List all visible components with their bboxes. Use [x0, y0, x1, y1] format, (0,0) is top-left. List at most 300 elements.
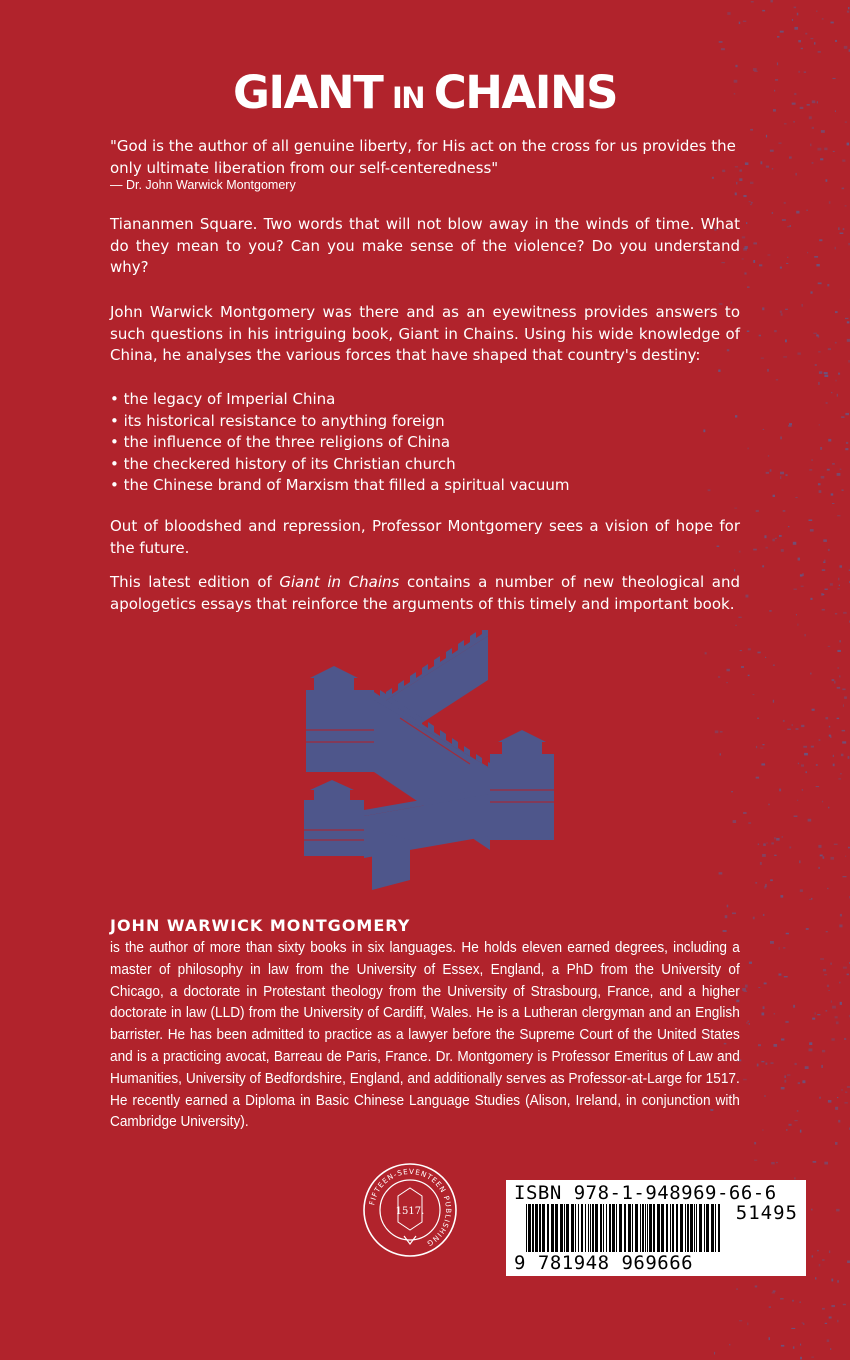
- great-wall-icon: [300, 630, 560, 890]
- speckle-dot: [781, 1039, 784, 1041]
- speckle-dot: [727, 12, 730, 15]
- speckle-dot: [819, 1264, 821, 1267]
- speckle-dot: [774, 1013, 776, 1014]
- speckle-dot: [789, 847, 791, 849]
- speckle-dot: [848, 7, 849, 9]
- speckle-dot: [835, 40, 837, 42]
- speckle-dot: [829, 201, 831, 204]
- speckle-dot: [780, 476, 781, 479]
- quote-attribution: — Dr. John Warwick Montgomery: [110, 178, 296, 192]
- speckle-dot: [816, 764, 818, 766]
- speckle-dot: [762, 1013, 765, 1016]
- speckle-dot: [795, 1063, 797, 1065]
- speckle-dot: [821, 593, 823, 596]
- speckle-dot: [823, 539, 827, 542]
- speckle-dot: [839, 640, 841, 642]
- barcode-bar: [699, 1204, 702, 1252]
- speckle-dot: [838, 373, 840, 375]
- speckle-dot: [754, 1142, 756, 1144]
- speckle-dot: [832, 503, 834, 504]
- speckle-dot: [761, 1061, 764, 1062]
- speckle-dot: [837, 515, 840, 516]
- speckle-dot: [818, 283, 822, 285]
- speckle-dot: [784, 123, 787, 125]
- speckle-dot: [844, 1038, 846, 1040]
- speckle-dot: [755, 882, 757, 883]
- speckle-dot: [815, 1277, 816, 1279]
- speckle-dot: [847, 321, 850, 323]
- speckle-dot: [808, 819, 812, 822]
- speckle-dot: [836, 380, 837, 382]
- barcode-bar: [600, 1204, 602, 1252]
- speckle-dot: [818, 382, 820, 385]
- speckle-dot: [837, 1280, 839, 1283]
- speckle-dot: [742, 236, 745, 238]
- speckle-dot: [765, 657, 766, 658]
- speckle-dot: [726, 682, 727, 683]
- speckle-dot: [746, 595, 749, 598]
- speckle-dot: [744, 991, 748, 992]
- speckle-dot: [790, 225, 791, 227]
- speckle-dot: [784, 1075, 786, 1078]
- barcode-bar: [661, 1204, 664, 1252]
- speckle-dot: [835, 1142, 838, 1145]
- speckle-dot: [822, 1259, 825, 1260]
- speckle-dot: [838, 588, 840, 589]
- speckle-dot: [819, 739, 821, 741]
- speckle-dot: [841, 754, 844, 757]
- speckle-dot: [773, 495, 775, 497]
- speckle-dot: [845, 318, 848, 319]
- speckle-dot: [837, 650, 841, 652]
- barcode-bar: [619, 1204, 622, 1252]
- speckle-dot: [819, 1097, 821, 1099]
- speckle-dot: [783, 720, 785, 722]
- barcode-bar: [539, 1204, 541, 1252]
- barcode-bar: [616, 1204, 617, 1252]
- speckle-dot: [799, 860, 800, 863]
- speckle-dot: [843, 612, 847, 614]
- speckle-dot: [780, 311, 782, 313]
- speckle-dot: [842, 741, 846, 743]
- speckle-dot: [804, 634, 806, 636]
- barcode-bar: [635, 1204, 638, 1252]
- epigraph-quote: "God is the author of all genuine liberty, for His act on the cross for us provides the only ultimate liberation from our self-centeredness": [110, 137, 736, 177]
- speckle-dot: [792, 724, 794, 726]
- speckle-dot: [783, 510, 786, 511]
- barcode-bar: [685, 1204, 686, 1252]
- speckle-dot: [769, 610, 772, 612]
- barcode-bar: [676, 1204, 678, 1252]
- speckle-dot: [797, 800, 798, 801]
- speckle-dot: [756, 777, 759, 779]
- speckle-dot: [837, 473, 841, 476]
- barcode-bar: [526, 1204, 527, 1252]
- speckle-dot: [770, 150, 774, 152]
- speckle-dot: [746, 222, 747, 224]
- barcode-bar: [528, 1204, 531, 1252]
- speckle-dot: [820, 158, 823, 160]
- barcode-bar: [704, 1204, 705, 1252]
- speckle-dot: [750, 204, 752, 206]
- speckle-dot: [764, 1095, 765, 1097]
- speckle-dot: [767, 369, 769, 372]
- speckle-dot: [811, 1357, 814, 1358]
- speckle-dot: [828, 807, 829, 809]
- speckle-dot: [763, 429, 764, 430]
- speckle-dot: [719, 41, 723, 43]
- speckle-dot: [842, 188, 845, 190]
- speckle-dot: [835, 247, 837, 250]
- speckle-dot: [835, 311, 838, 313]
- speckle-dot: [780, 1298, 784, 1299]
- speckle-dot: [843, 967, 847, 969]
- speckle-dot: [797, 1110, 799, 1111]
- speckle-dot: [764, 983, 767, 985]
- speckle-dot: [758, 1044, 761, 1046]
- speckle-dot: [800, 574, 803, 576]
- speckle-dot: [763, 744, 765, 745]
- speckle-dot: [785, 1021, 788, 1023]
- speckle-dot: [810, 529, 814, 531]
- speckle-dot: [794, 1120, 797, 1121]
- barcode-bar: [585, 1204, 586, 1252]
- speckle-dot: [837, 687, 840, 689]
- speckle-dot: [830, 583, 833, 586]
- speckle-dot: [834, 681, 835, 684]
- speckle-dot: [762, 10, 765, 12]
- speckle-dot: [758, 987, 760, 988]
- barcode-bar: [547, 1204, 549, 1252]
- speckle-dot: [816, 11, 817, 12]
- speckle-dot: [812, 460, 813, 461]
- speckle-dot: [802, 1080, 805, 1083]
- speckle-dot: [787, 1075, 790, 1076]
- speckle-dot: [769, 1337, 771, 1340]
- speckle-dot: [787, 257, 788, 258]
- speckle-dot: [779, 974, 782, 976]
- speckle-dot: [727, 905, 729, 908]
- speckle-dot: [755, 1286, 758, 1288]
- speckle-dot: [757, 1064, 759, 1067]
- barcode-bar: [711, 1204, 714, 1252]
- speckle-dot: [829, 726, 830, 728]
- speckle-dot: [797, 13, 799, 16]
- speckle-dot: [735, 193, 737, 196]
- speckle-dot: [800, 889, 803, 892]
- speckle-dot: [753, 242, 757, 244]
- speckle-dot: [786, 474, 788, 476]
- barcode-bar: [571, 1204, 574, 1252]
- speckle-dot: [794, 27, 798, 30]
- speckle-dot: [845, 205, 847, 206]
- speckle-dot: [818, 483, 821, 485]
- speckle-dot: [842, 730, 846, 732]
- speckle-dot: [839, 675, 840, 677]
- speckle-dot: [732, 913, 736, 915]
- speckle-dot: [763, 914, 765, 916]
- speckle-dot: [789, 156, 792, 158]
- speckle-dot: [777, 62, 778, 65]
- speckle-dot: [751, 1, 754, 2]
- speckle-dot: [753, 917, 755, 920]
- speckle-dot: [845, 448, 848, 450]
- speckle-dot: [780, 437, 782, 440]
- speckle-dot: [743, 248, 747, 251]
- speckle-dot: [812, 162, 814, 164]
- speckle-dot: [780, 31, 784, 33]
- speckle-dot: [825, 589, 828, 590]
- speckle-dot: [837, 668, 839, 669]
- publisher-seal: [360, 1160, 460, 1260]
- speckle-dot: [843, 876, 847, 877]
- speckle-dot: [829, 1251, 830, 1254]
- speckle-dot: [846, 442, 848, 444]
- speckle-dot: [765, 547, 768, 549]
- speckle-dot: [705, 652, 707, 654]
- speckle-dot: [771, 1063, 774, 1064]
- speckle-dot: [772, 1292, 775, 1293]
- barcode-bar: [645, 1204, 646, 1252]
- speckle-dot: [836, 1021, 839, 1024]
- isbn-label: ISBN 978-1-948969-66-6: [514, 1182, 777, 1204]
- barcode-bar: [595, 1204, 598, 1252]
- speckle-dot: [843, 704, 844, 707]
- speckle-dot: [819, 371, 822, 374]
- speckle-dot: [738, 617, 741, 618]
- speckle-dot: [813, 1161, 817, 1163]
- speckle-dot: [799, 1301, 801, 1303]
- barcode-bar: [624, 1204, 626, 1252]
- speckle-dot: [828, 990, 830, 991]
- barcode-bar: [551, 1204, 554, 1252]
- speckle-dot: [766, 166, 769, 168]
- seal-ring-text: FIFTEEN-SEVENTEEN PUBLISHING: [367, 1166, 454, 1249]
- speckle-dot: [818, 51, 821, 53]
- speckle-dot: [788, 526, 790, 527]
- speckle-dot: [806, 210, 808, 211]
- speckle-dot: [792, 19, 793, 21]
- speckle-dot: [786, 263, 788, 264]
- speckle-dot: [736, 182, 737, 185]
- speckle-dot: [838, 1120, 840, 1123]
- barcode-bar: [653, 1204, 655, 1252]
- speckle-dot: [747, 1021, 749, 1022]
- speckle-dot: [831, 1038, 834, 1040]
- speckle-dot: [798, 558, 800, 561]
- speckle-dot: [831, 1279, 833, 1282]
- speckle-dot: [824, 974, 827, 975]
- list-item: • the influence of the three religions of China: [110, 432, 740, 454]
- speckle-dot: [759, 335, 761, 337]
- speckle-dot: [773, 665, 775, 666]
- barcode-bars: [526, 1204, 726, 1254]
- speckle-dot: [811, 38, 814, 39]
- speckle-dot: [830, 963, 832, 965]
- speckle-dot: [769, 804, 770, 806]
- speckle-dot: [796, 614, 797, 615]
- speckle-dot: [817, 1250, 818, 1251]
- barcode-bar: [649, 1204, 652, 1252]
- isbn-barcode: [506, 1180, 806, 1276]
- speckle-dot: [813, 333, 817, 334]
- speckle-dot: [798, 40, 801, 42]
- speckle-dot: [800, 1130, 802, 1133]
- speckle-dot: [807, 252, 808, 253]
- speckle-dot: [838, 578, 839, 581]
- speckle-dot: [793, 1005, 795, 1008]
- speckle-dot: [831, 22, 834, 24]
- speckle-dot: [720, 731, 723, 732]
- speckle-dot: [837, 1320, 838, 1323]
- speckle-dot: [827, 284, 829, 286]
- barcode-bar: [715, 1204, 716, 1252]
- speckle-dot: [769, 1306, 771, 1307]
- speckle-dot: [820, 447, 822, 450]
- blurb-paragraph-2: John Warwick Montgomery was there and as an eyewitness provides answers to such questions in his intriguing book, Giant in Chains. Using his wide knowledge of China, he analyses the various forces that have shaped that country's destiny:: [110, 303, 740, 364]
- speckle-dot: [780, 472, 784, 475]
- speckle-dot: [818, 845, 821, 848]
- barcode-bar: [612, 1204, 615, 1252]
- speckle-dot: [834, 844, 838, 845]
- speckle-dot: [781, 895, 784, 898]
- speckle-dot: [742, 988, 746, 991]
- speckle-dot: [739, 22, 741, 25]
- speckle-dot: [733, 820, 737, 823]
- speckle-dot: [762, 307, 764, 310]
- speckle-dot: [797, 353, 801, 355]
- speckle-dot: [811, 746, 814, 748]
- speckle-dot: [821, 1065, 823, 1068]
- speckle-dot: [771, 1162, 775, 1164]
- paragraph-4-rest: contains a number of new theological and apologetics essays that reinforce the arguments of this timely and important book.: [110, 573, 740, 613]
- speckle-dot: [828, 439, 831, 442]
- speckle-dot: [833, 151, 835, 152]
- speckle-dot: [749, 962, 752, 964]
- speckle-dot: [771, 0, 773, 2]
- speckle-dot: [796, 211, 799, 214]
- speckle-dot: [819, 490, 822, 493]
- speckle-dot: [801, 764, 804, 766]
- speckle-dot: [772, 168, 773, 169]
- speckle-dot: [744, 272, 746, 274]
- barcode-bar: [657, 1204, 660, 1252]
- speckle-dot: [835, 613, 837, 615]
- speckle-dot: [845, 413, 849, 415]
- speckle-dot: [761, 161, 763, 164]
- speckle-dot: [731, 791, 733, 792]
- speckle-dot: [821, 130, 825, 133]
- barcode-bar: [640, 1204, 641, 1252]
- barcode-bar: [592, 1204, 594, 1252]
- speckle-dot: [820, 958, 824, 959]
- speckle-dot: [772, 539, 775, 542]
- speckle-dot: [777, 36, 779, 38]
- speckle-dot: [826, 1010, 828, 1011]
- barcode-bar: [609, 1204, 611, 1252]
- speckle-dot: [739, 1320, 742, 1321]
- speckle-dot: [832, 679, 835, 681]
- speckle-dot: [773, 700, 774, 703]
- speckle-dot: [824, 148, 827, 151]
- speckle-dot: [782, 219, 786, 221]
- speckle-dot: [822, 1050, 825, 1052]
- speckle-dot: [768, 255, 771, 256]
- speckle-dot: [779, 789, 781, 792]
- speckle-dot: [718, 676, 720, 678]
- speckle-dot: [826, 402, 828, 404]
- speckle-dot: [762, 1130, 764, 1131]
- speckle-dot: [748, 675, 750, 676]
- speckle-dot: [786, 1129, 788, 1131]
- speckle-dot: [840, 914, 842, 917]
- speckle-dot: [766, 1063, 768, 1065]
- speckle-dot: [749, 1023, 750, 1024]
- speckle-dot: [747, 1323, 748, 1326]
- speckle-dot: [818, 335, 820, 337]
- speckle-dot: [821, 476, 825, 479]
- speckle-dot: [814, 1012, 816, 1014]
- speckle-dot: [835, 1016, 838, 1018]
- speckle-dot: [771, 842, 774, 844]
- speckle-dot: [773, 1291, 776, 1292]
- speckle-dot: [827, 469, 830, 471]
- barcode-bar: [687, 1204, 689, 1252]
- speckle-dot: [758, 844, 759, 846]
- barcode-bar: [581, 1204, 583, 1252]
- speckle-dot: [719, 872, 723, 874]
- speckle-dot: [812, 1018, 815, 1020]
- speckle-dot: [837, 394, 838, 397]
- speckle-dot: [844, 696, 847, 699]
- speckle-dot: [762, 854, 766, 857]
- speckle-dot: [783, 356, 787, 357]
- speckle-dot: [756, 510, 759, 512]
- barcode-bar: [690, 1204, 693, 1252]
- speckle-dot: [761, 763, 765, 765]
- speckle-dot: [753, 260, 755, 263]
- speckle-dot: [817, 148, 821, 151]
- speckle-dot: [837, 718, 840, 719]
- speckle-dot: [786, 933, 789, 935]
- speckle-dot: [840, 233, 844, 234]
- speckle-dot: [845, 122, 847, 123]
- speckle-dot: [847, 974, 849, 976]
- speckle-dot: [801, 725, 804, 727]
- speckle-dot: [847, 11, 849, 13]
- book-title-italic: Giant in Chains: [279, 573, 400, 591]
- speckle-dot: [746, 1022, 748, 1023]
- speckle-dot: [820, 855, 823, 857]
- speckle-dot: [826, 179, 828, 182]
- speckle-dot: [781, 1345, 784, 1347]
- speckle-dot: [812, 127, 814, 129]
- barcode-bar: [560, 1204, 563, 1252]
- speckle-dot: [839, 925, 842, 928]
- speckle-dot: [802, 789, 803, 791]
- speckle-dot: [718, 370, 720, 372]
- author-name: JOHN WARWICK MONTGOMERY: [110, 916, 411, 935]
- speckle-dot: [721, 48, 725, 50]
- speckle-dot: [798, 763, 799, 765]
- speckle-dot: [779, 143, 782, 144]
- speckle-dot: [766, 472, 769, 474]
- speckle-dot: [743, 21, 746, 22]
- speckle-dot: [735, 625, 737, 626]
- speckle-dot: [748, 448, 749, 450]
- speckle-dot: [805, 1066, 809, 1069]
- topics-list: [110, 389, 740, 497]
